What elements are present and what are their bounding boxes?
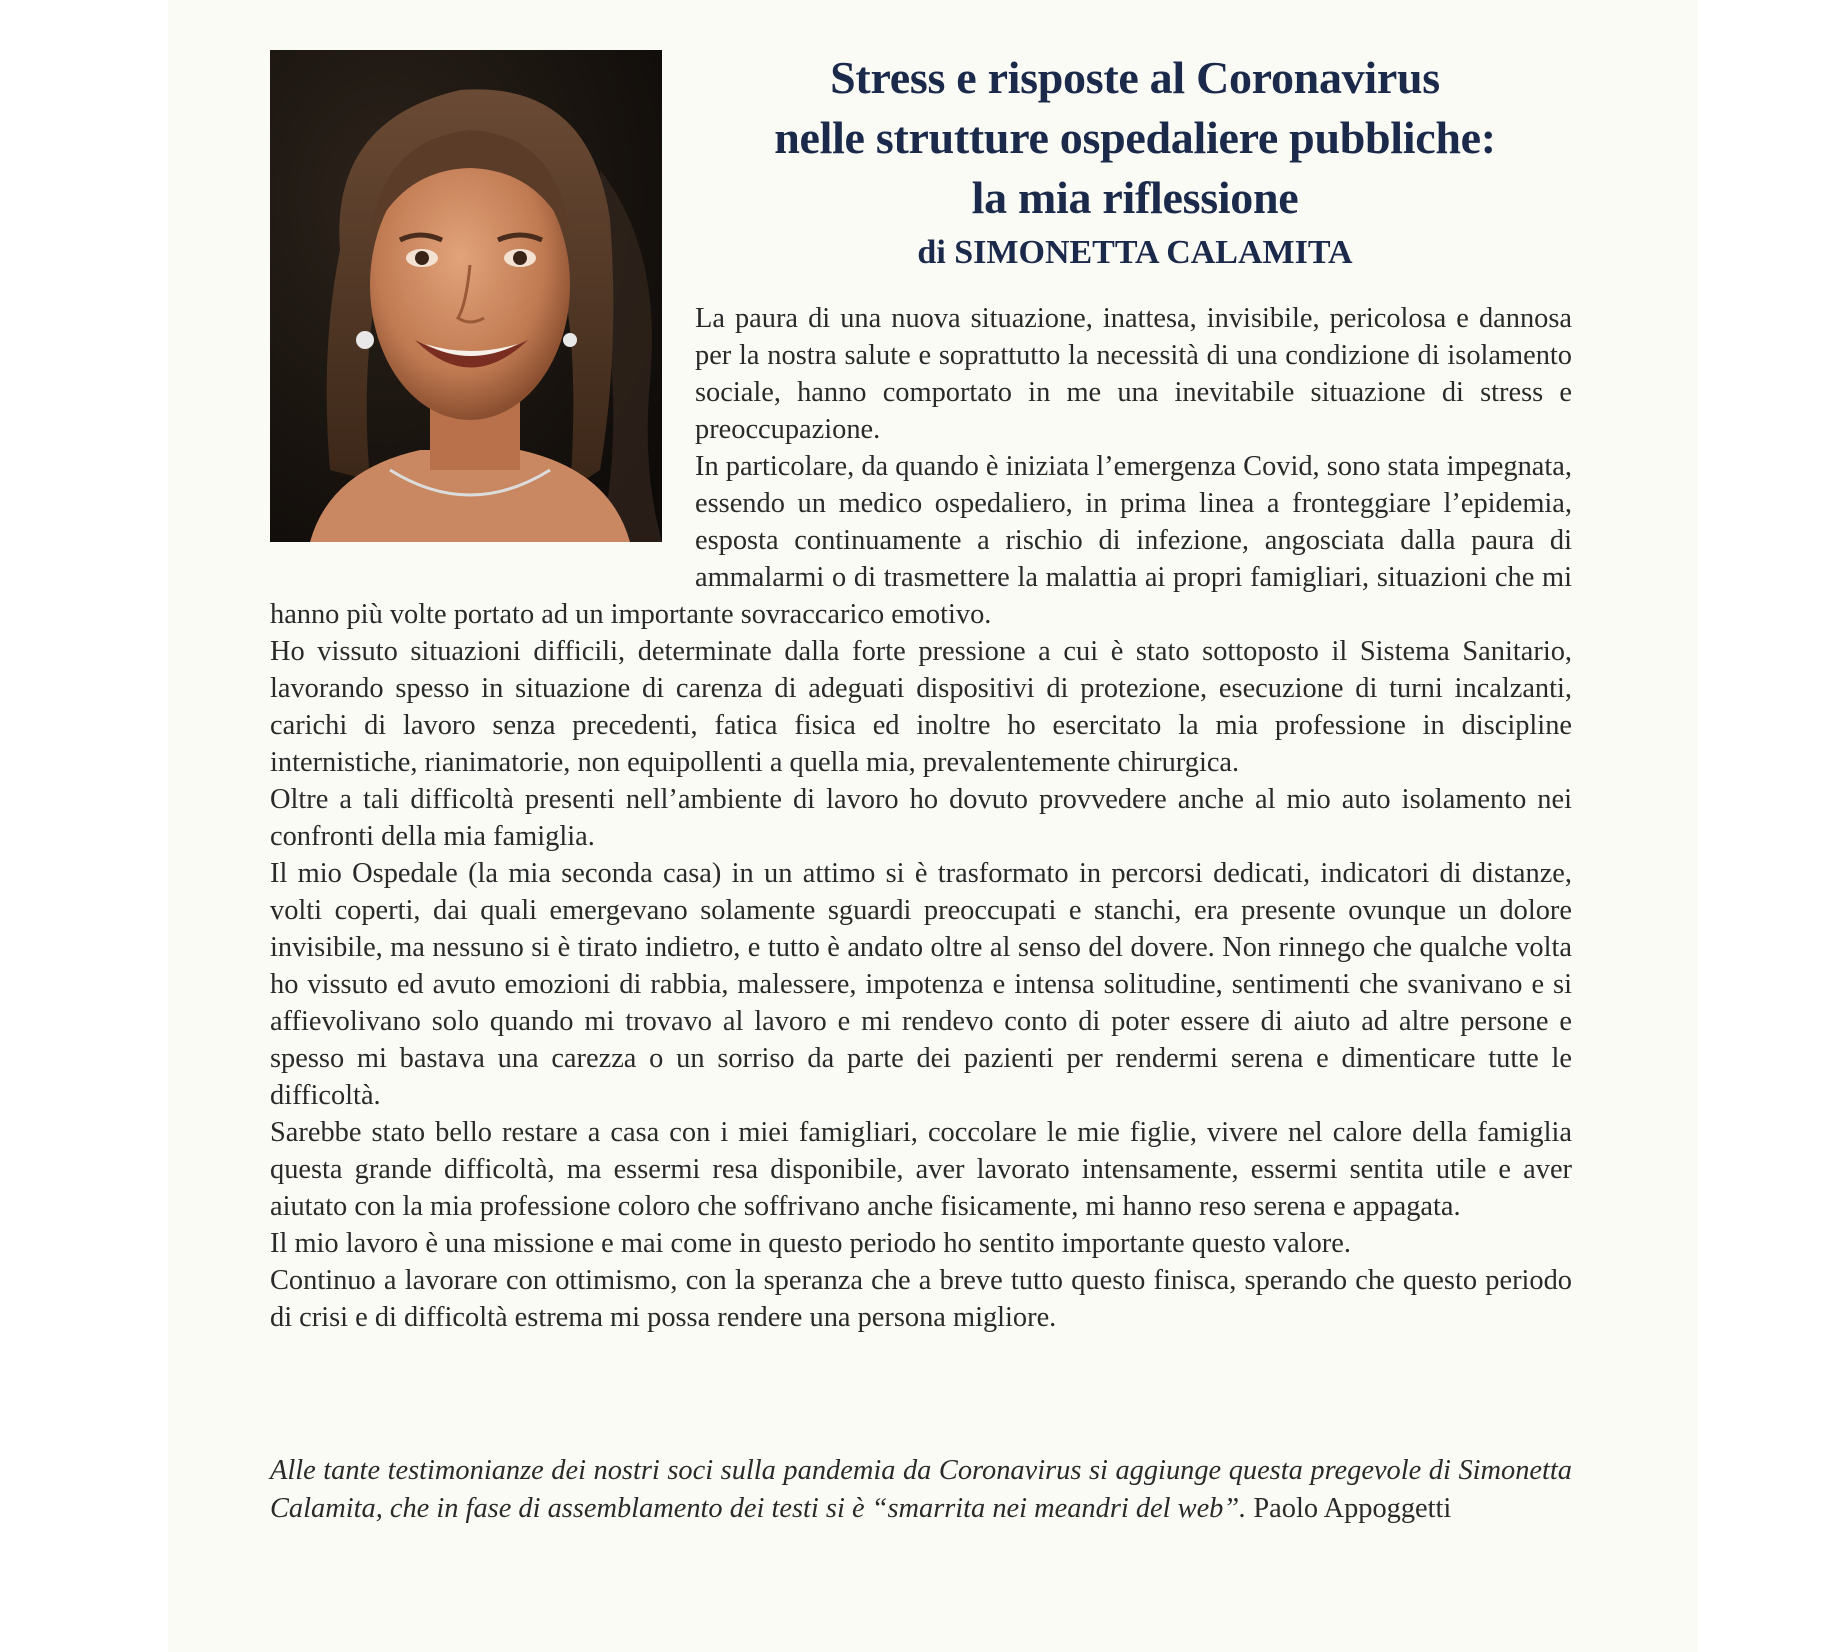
paragraph-7: Il mio lavoro è una missione e mai come in questo periodo ho sentito importante questo valore. bbox=[270, 1228, 1351, 1259]
paragraph-5: Il mio Ospedale (la mia seconda casa) in un attimo si è trasformato in percorsi dedicati, indicatori di distanze, volti coperti, dai quali emergevano solamente sguardi preoccupati e stanchi, era presente ovunque un dolore invisibile, ma nessuno si è tirato indietro, e tutto è andato oltre al senso del dovere. Non rinnego che qualche volta ho vissuto ed avuto emozioni di rabbia, malessere, impotenza e intensa solitudine, sentimenti che svanivano e si affievolivano solo quando mi trovavo al lavoro e mi rendevo conto di poter essere di aiuto ad altre persone e spesso mi bastava una carezza o un sorriso da parte dei pazienti per rendermi serena e dimenticare tutte le difficoltà. bbox=[270, 858, 1572, 1111]
editor-note bbox=[270, 1452, 1572, 1528]
paragraph-2: In particolare, da quando è iniziata l’emergenza Covid, sono stata impegnata, essendo un medico ospedaliero, in prima linea a fronteggiare l’epidemia, esposta continuamente a rischio di infezione, angosciata dalla paura di ammalarmi o di trasmettere la malattia ai propri famigliari, situazioni che mi hanno più volte portato ad un importante sovraccarico emotivo. bbox=[270, 451, 1572, 630]
paragraph-3: Ho vissuto situazioni difficili, determinate dalla forte pressione a cui è stato sottoposto il Sistema Sanitario, lavorando spesso in situazione di carenza di adeguati dispositivi di protezione, esecuzione di turni incalzanti, carichi di lavoro senza precedenti, fatica fisica ed inoltre ho esercitato la mia professione in discipline internistiche, rianimatorie, non equipollenti a quella mia, prevalentemente chirurgica. bbox=[270, 636, 1572, 778]
author-byline: di SIMONETTA CALAMITA bbox=[917, 234, 1353, 271]
paragraph-1: La paura di una nuova situazione, inattesa, invisibile, pericolosa e dannosa per la nostra salute e soprattutto la necessità di una condizione di isolamento sociale, hanno comportato in me una inevitabile situazione di stress e preoccupazione. bbox=[695, 303, 1572, 445]
title-line-3: la mia riflessione bbox=[971, 172, 1299, 223]
title-line-2: nelle strutture ospedaliere pubbliche: bbox=[774, 112, 1496, 163]
paragraph-6: Sarebbe stato bello restare a casa con i miei famigliari, coccolare le mie figlie, vivere nel calore della famiglia questa grande difficoltà, ma essermi resa disponibile, aver lavorato intensamente, essermi sentita utile e aver aiutato con la mia professione coloro che soffrivano anche fisicamente, mi hanno reso serena e appagata. bbox=[270, 1117, 1572, 1222]
paragraph-8: Continuo a lavorare con ottimismo, con la speranza che a breve tutto questo finisca, sperando che questo periodo di crisi e di difficoltà estrema mi possa rendere una persona migliore. bbox=[270, 1265, 1572, 1333]
article-body bbox=[270, 300, 1572, 1336]
editor-signature: Paolo Appoggetti bbox=[1253, 1493, 1452, 1524]
paragraph-4: Oltre a tali difficoltà presenti nell’ambiente di lavoro ho dovuto provvedere anche al mio auto isolamento nei confronti della mia famiglia. bbox=[270, 784, 1572, 852]
article-heading bbox=[700, 48, 1570, 276]
photo-wrap-spacer bbox=[270, 300, 695, 590]
editor-note-text: Alle tante testimonianze dei nostri soci sulla pandemia da Coronavirus si aggiunge questa pregevole di Simonetta Calamita, che in fase di assemblamento dei testi si è “smarrita nei meandri del web”. bbox=[270, 1455, 1572, 1524]
title-line-1: Stress e risposte al Coronavirus bbox=[830, 52, 1440, 103]
